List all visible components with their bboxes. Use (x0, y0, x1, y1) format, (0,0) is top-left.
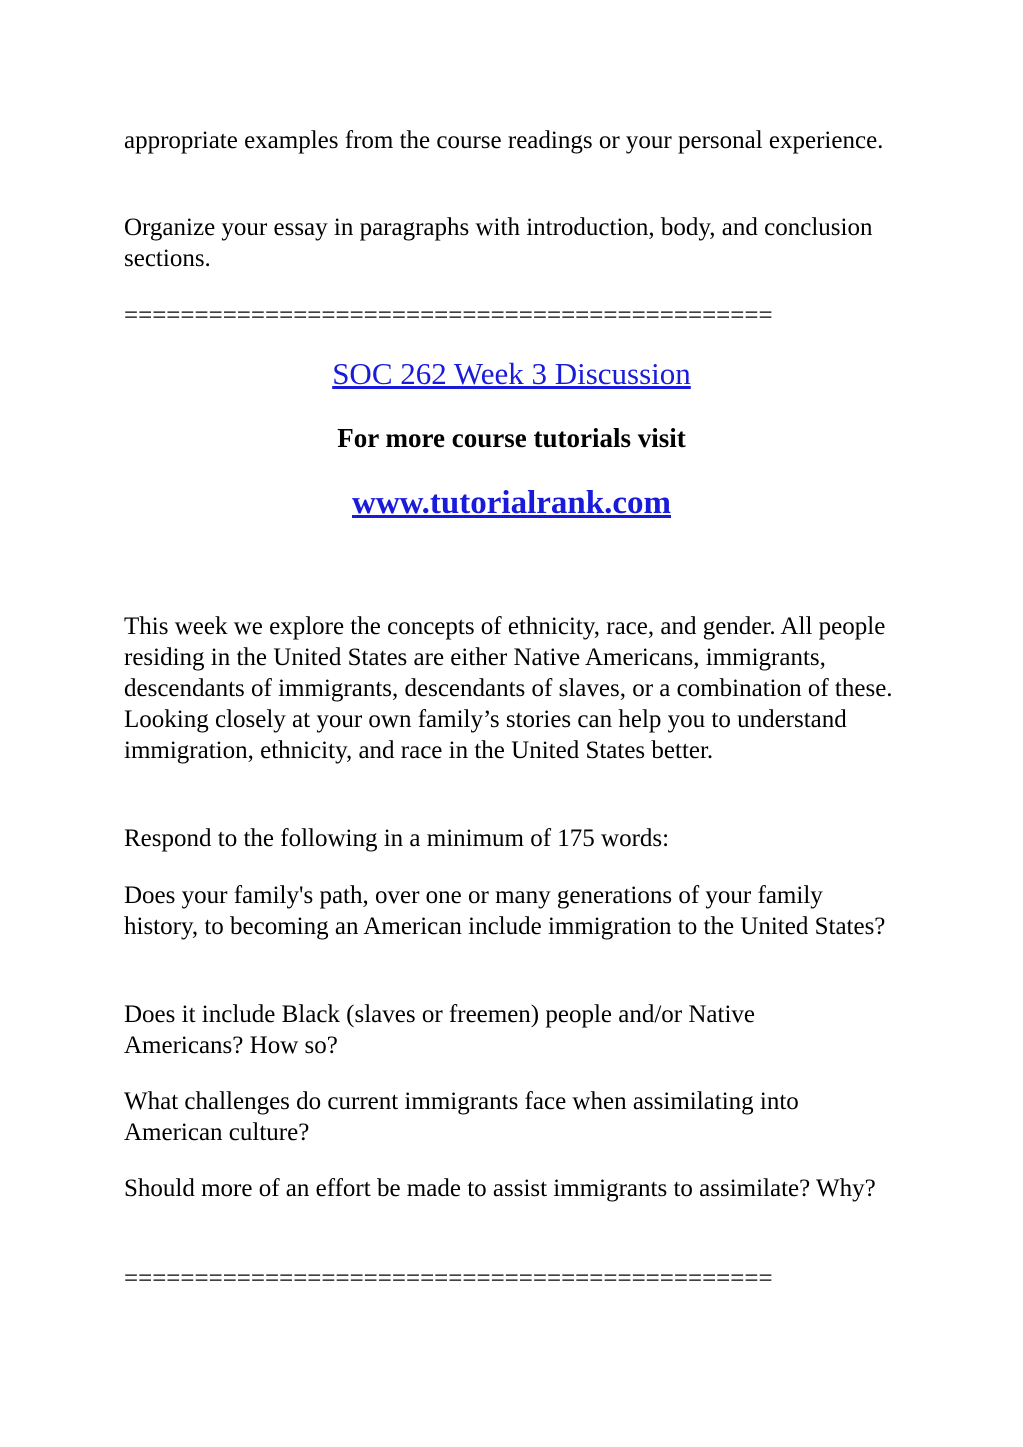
respond-prompt: Respond to the following in a minimum of 175 words: (124, 825, 670, 852)
question-4: Should more of an effort be made to assist immigrants to assimilate? Why? (124, 1175, 876, 1202)
separator-bottom: ============================================== (124, 1265, 773, 1292)
organize-essay-paragraph: Organize your essay in paragraphs with introduction, body, and conclusion sections. (124, 214, 873, 272)
question-1: Does your family's path, over one or many generations of your family history, to becoming an American include immigration to the United States? (124, 882, 886, 940)
visit-line (0, 421, 1023, 455)
separator-top: ============================================== (124, 302, 773, 329)
intro-fragment-paragraph: appropriate examples from the course readings or your personal experience. (124, 127, 884, 154)
website-line (0, 483, 1023, 523)
course-title-link[interactable]: SOC 262 Week 3 Discussion (332, 356, 691, 391)
body-paragraph: This week we explore the concepts of ethnicity, race, and gender. All people residing in the United States are either Native Americans, immigrants, descendants of immigrants, descendants of slaves, or a combination of these. Looking closely at your own family’s stories can help you to understand immigration, ethnicity, and race in the United States better. (124, 613, 893, 764)
visit-text: For more course tutorials visit (337, 423, 686, 453)
website-link[interactable]: www.tutorialrank.com (352, 485, 671, 521)
question-2: Does it include Black (slaves or freemen) people and/or Native Americans? How so? (124, 1001, 756, 1059)
question-3: What challenges do current immigrants face when assimilating into American culture? (124, 1088, 799, 1146)
title-line (0, 355, 1023, 393)
